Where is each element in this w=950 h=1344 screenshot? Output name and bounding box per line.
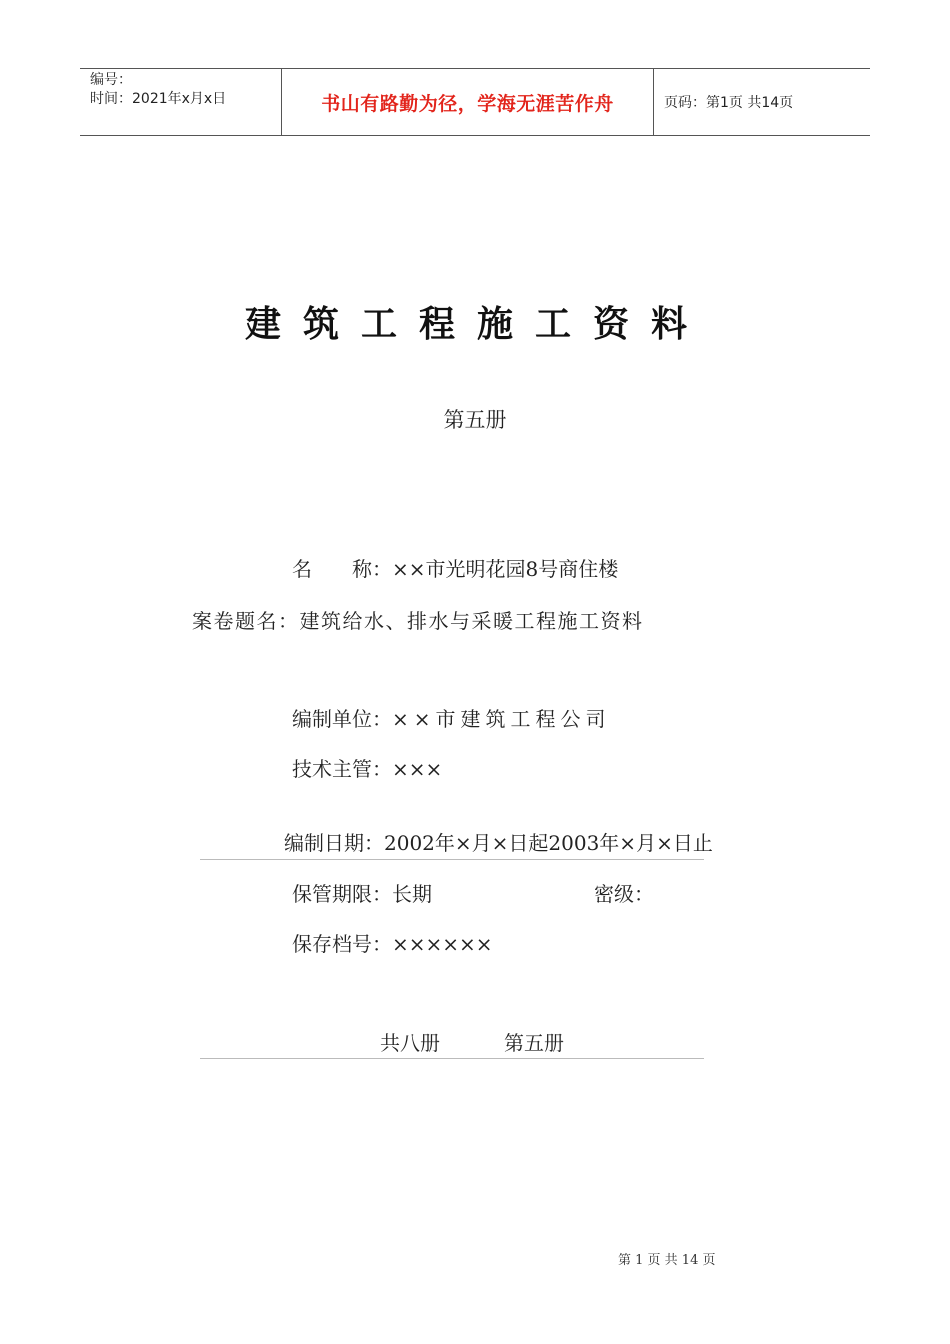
archive-number-label: 保存档号：: [292, 932, 392, 956]
header-motto: 书山有路勤为径，学海无涯苦作舟: [281, 69, 654, 135]
header-number-label: 编号：: [90, 72, 132, 88]
case-title-value: 建筑给水、排水与采暖工程施工资料: [299, 609, 644, 633]
project-name-label: 名 称：: [292, 557, 392, 581]
tech-manager-row: [292, 753, 442, 782]
divider-line: [200, 859, 704, 860]
case-title-row: [192, 605, 644, 634]
header-table: [80, 68, 870, 136]
retention-label: 保管期限：: [292, 882, 392, 906]
compile-date-row: [284, 827, 713, 856]
compile-date-label: 编制日期：: [284, 831, 384, 855]
archive-number-value: ××××××: [392, 932, 493, 956]
project-name-row: [292, 553, 618, 582]
secret-level-label: 密级：: [594, 882, 654, 906]
project-name-value: ××市光明花园8号商住楼: [392, 557, 619, 581]
volume-label: 第五册: [443, 408, 507, 432]
tech-manager-value: ×××: [392, 757, 443, 781]
volume-total: 共八册: [380, 1031, 440, 1055]
compiler-unit-value: ××市建筑工程公司: [392, 707, 611, 731]
document-title: 建筑工程施工资料: [244, 304, 709, 345]
retention-row: [292, 878, 432, 907]
divider-line: [200, 1058, 704, 1059]
retention-value: 长期: [392, 882, 432, 906]
case-title-label: 案卷题名：: [192, 609, 300, 633]
archive-number-row: [292, 928, 493, 957]
header-page-info: 页码：第1页 共14页: [664, 95, 794, 111]
compile-date-value: 2002年×月×日起2003年×月×日止: [384, 831, 713, 855]
tech-manager-label: 技术主管：: [292, 757, 392, 781]
volume-current: 第五册: [504, 1031, 564, 1055]
compiler-unit-row: [292, 703, 611, 732]
header-left-cell: [80, 69, 281, 135]
compiler-unit-label: 编制单位：: [292, 707, 392, 731]
page-footer: 第 1 页 共 14 页: [618, 1253, 716, 1268]
header-time-label: 时间：2021年x月x日: [90, 91, 227, 107]
